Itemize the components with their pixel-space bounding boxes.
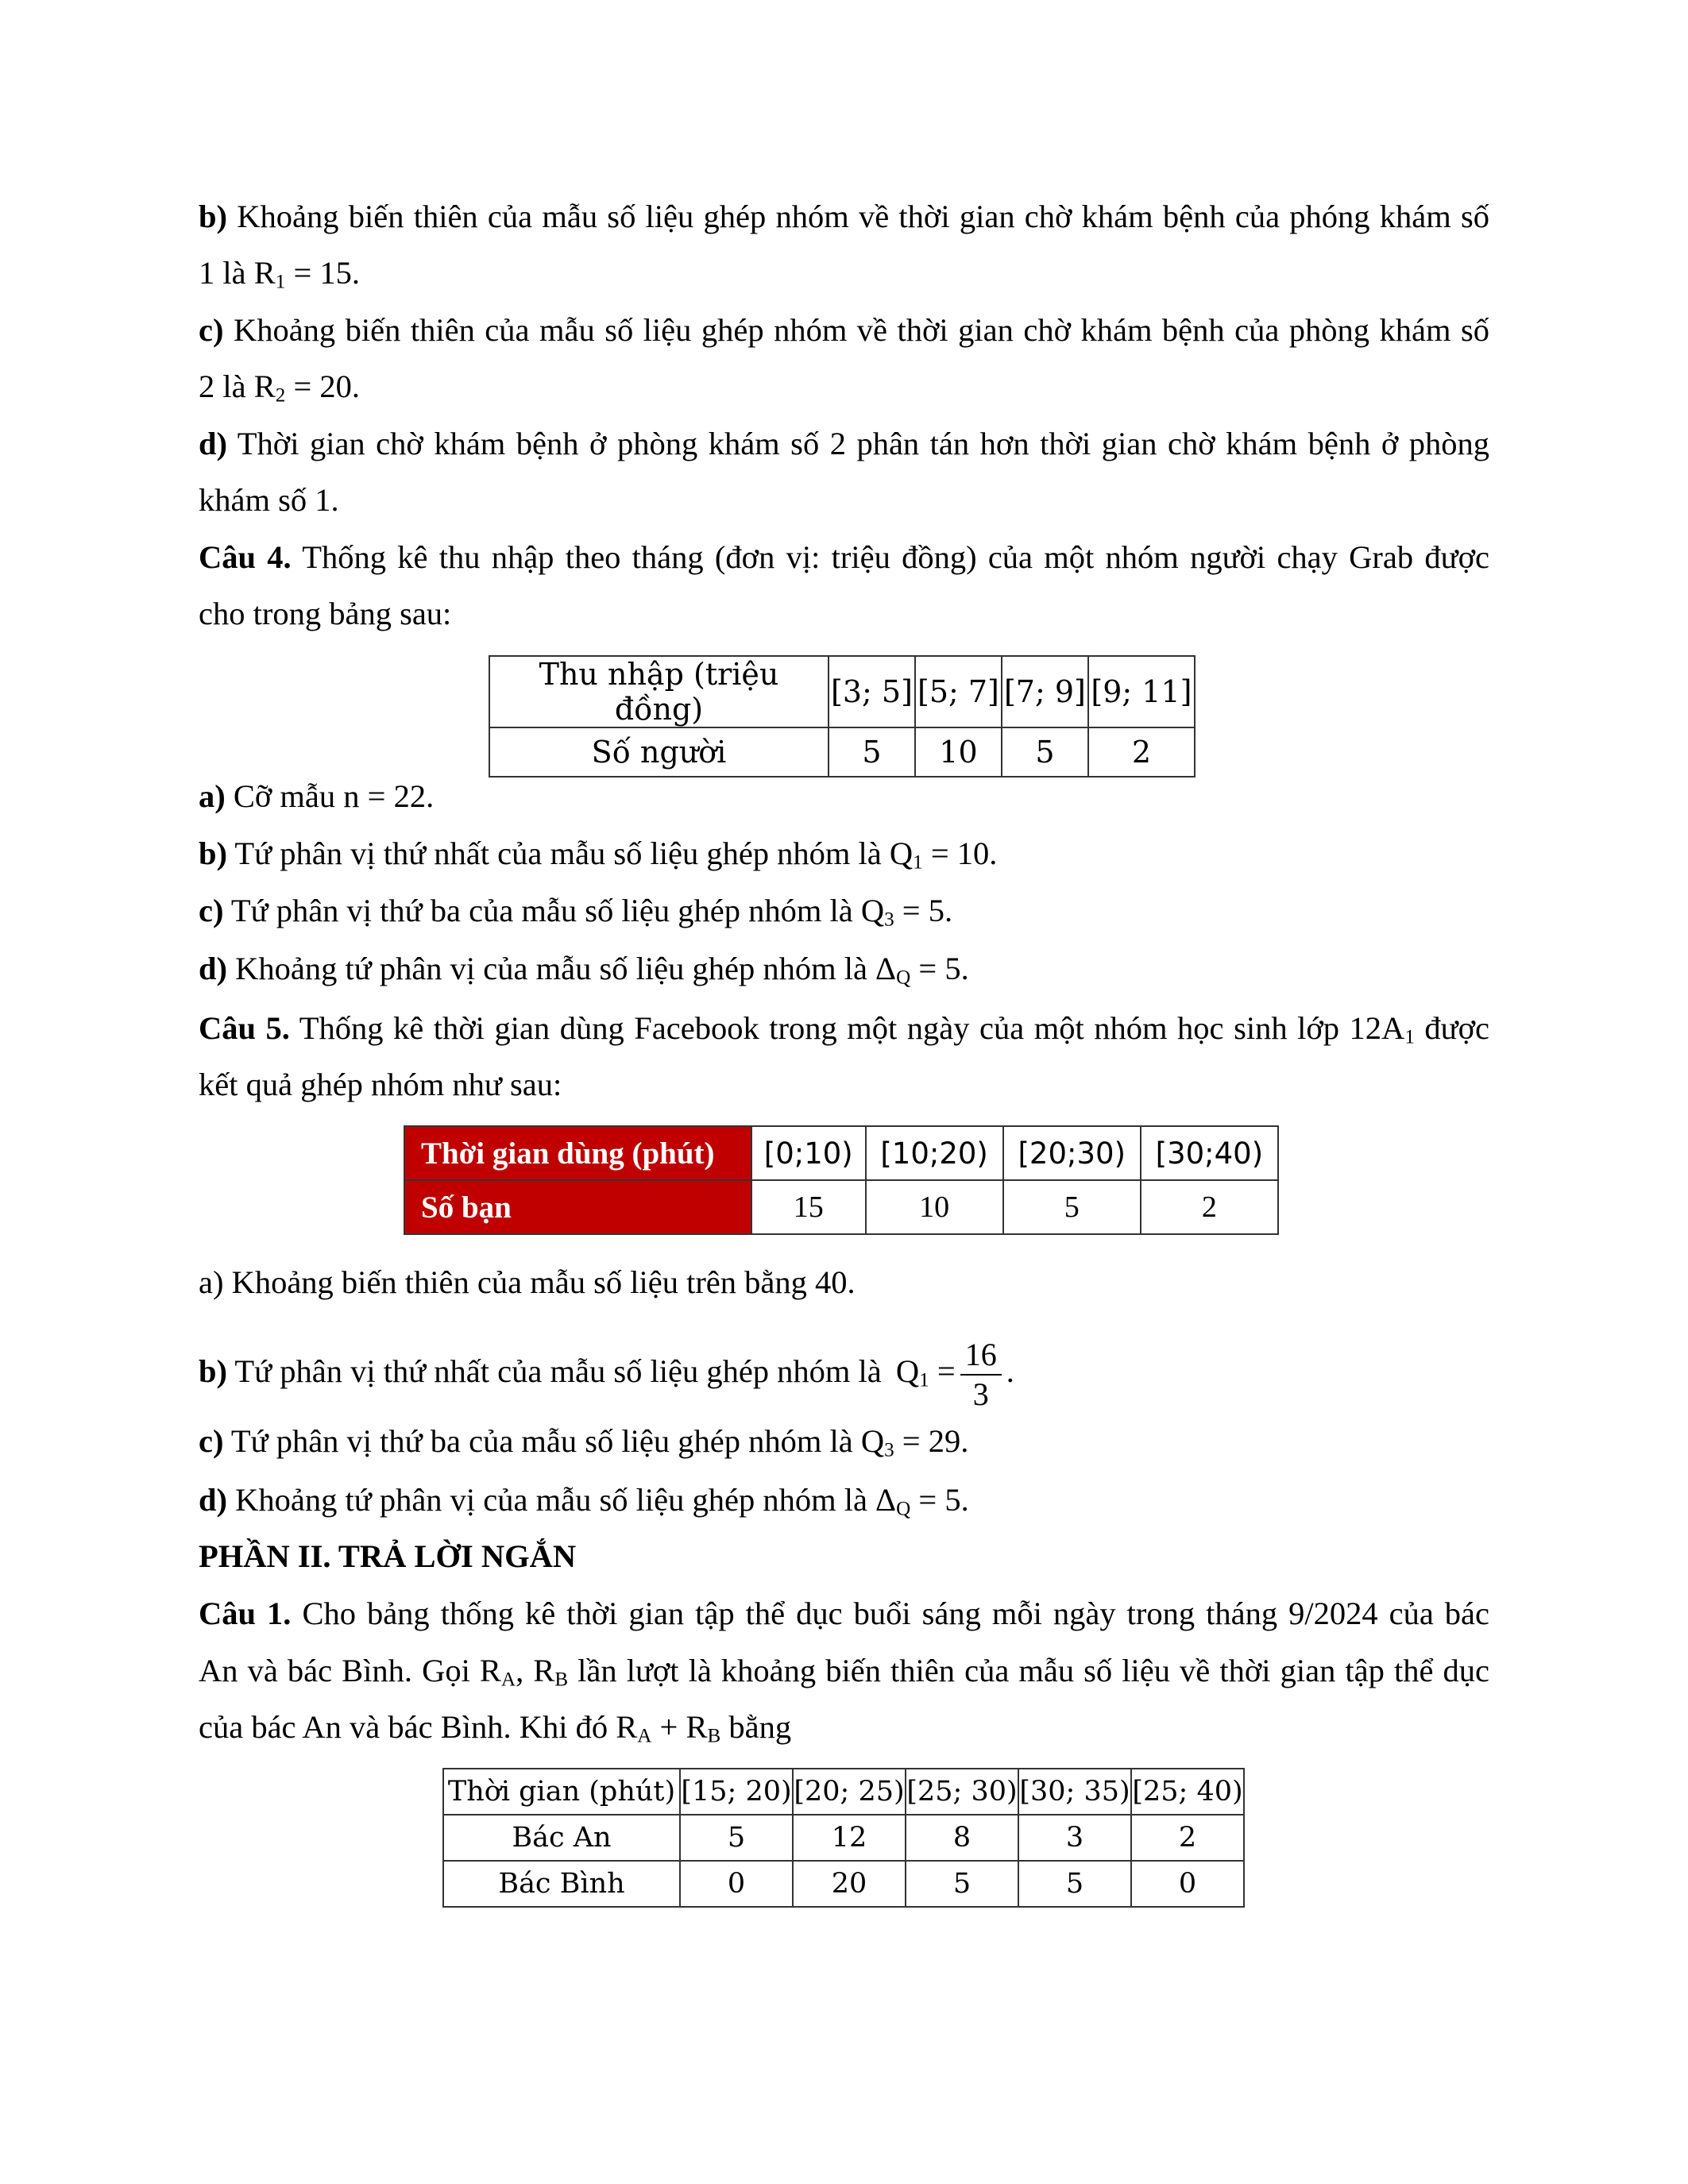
q4-intro-line1 xyxy=(199,538,1489,577)
option-text: Tứ phân vị thứ ba của mẫu số liệu ghép nhóm là Q xyxy=(230,893,885,928)
table-cell: 10 xyxy=(866,1180,1003,1234)
table-cell: 0 xyxy=(1131,1861,1244,1907)
text: + R xyxy=(651,1709,708,1745)
subscript: B xyxy=(554,1669,569,1691)
q3-option-b-line1 xyxy=(199,197,1489,237)
table-row xyxy=(443,1861,1244,1907)
text: của bác An và bác Bình. Khi đó R xyxy=(199,1709,638,1745)
math-q1 xyxy=(896,1353,929,1389)
text: = 5. xyxy=(894,893,953,928)
table-header-row xyxy=(489,656,1195,727)
section-heading: PHẦN II. TRẢ LỜI NGẮN xyxy=(199,1538,577,1574)
text: được xyxy=(1414,1010,1489,1046)
option-text: Cỡ mẫu n = 22. xyxy=(233,778,435,814)
option-text: Thời gian chờ khám bệnh ở phòng khám số 2 phân tán hơn thời gian chờ khám bệnh ở phòng xyxy=(237,426,1489,461)
subscript: 1 xyxy=(913,851,923,874)
table-header-cell: [20; 25) xyxy=(793,1769,906,1815)
table-header-cell: [15; 20) xyxy=(680,1769,793,1815)
table-cell: 5 xyxy=(1018,1861,1131,1907)
part2-exercise-table xyxy=(442,1768,1245,1908)
part2-q1-line1 xyxy=(199,1594,1489,1634)
question-text: Cho bảng thống kê thời gian tập thể dục buổi sáng mỗi ngày trong tháng 9/2024 của bác xyxy=(302,1596,1490,1631)
question-text: cho trong bảng sau: xyxy=(199,596,452,631)
table-cell: 8 xyxy=(906,1815,1018,1861)
table-cell: 20 xyxy=(793,1861,906,1907)
q3-option-b-line2 xyxy=(199,253,360,293)
subscript: 3 xyxy=(884,909,894,931)
subscript: 1 xyxy=(275,271,286,293)
text: . xyxy=(1006,1353,1014,1389)
table-cell: 5 xyxy=(680,1815,793,1861)
table-header-cell: [3; 5] xyxy=(829,656,915,727)
option-text: Tứ phân vị thứ nhất của mẫu số liệu ghép nhóm là Q xyxy=(234,835,914,871)
text: , R xyxy=(516,1653,555,1688)
text: = 29. xyxy=(894,1423,969,1459)
part2-heading xyxy=(199,1537,576,1576)
table-cell: 5 xyxy=(906,1861,1018,1907)
table-header-cell: [9; 11] xyxy=(1088,656,1195,727)
q5-option-b xyxy=(199,1328,1014,1415)
option-label: b) xyxy=(199,835,228,871)
table-cell: 3 xyxy=(1018,1815,1131,1861)
q5-option-c xyxy=(199,1422,968,1461)
table-cell: 15 xyxy=(751,1180,866,1234)
text: khám số 1. xyxy=(199,482,339,518)
subscript: A xyxy=(500,1669,516,1691)
q5-facebook-table xyxy=(404,1125,1279,1235)
q5-option-a xyxy=(199,1263,856,1302)
fraction-numerator: 16 xyxy=(960,1336,1002,1376)
subscript: 3 xyxy=(884,1439,894,1461)
text: = 5. xyxy=(910,951,969,986)
table-header-cell: [7; 9] xyxy=(1002,656,1088,727)
table-cell: 12 xyxy=(793,1815,906,1861)
subscript: A xyxy=(637,1725,652,1747)
table-cell: 10 xyxy=(915,727,1002,777)
table-cell: 2 xyxy=(1131,1815,1244,1861)
table-cell: 5 xyxy=(1003,1180,1141,1234)
table-cell: 2 xyxy=(1141,1180,1278,1234)
table-row-label: Bác Bình xyxy=(443,1861,680,1907)
text: lần lượt là khoảng biến thiên của mẫu số liệu về thời gian tập thể dục xyxy=(568,1653,1489,1688)
subscript: 1 xyxy=(1404,1026,1415,1048)
q3-option-d-line1 xyxy=(199,424,1489,464)
table-header-cell: [20;30) xyxy=(1003,1126,1141,1180)
subscript: Q xyxy=(896,967,911,989)
table-cell: 2 xyxy=(1088,727,1195,777)
option-label: d) xyxy=(199,1482,228,1518)
option-label: c) xyxy=(199,1423,224,1459)
table-header-label: Thu nhập (triệu đồng) xyxy=(489,656,829,727)
option-text: Khoảng tứ phân vị của mẫu số liệu ghép nhóm là Δ xyxy=(235,1482,897,1518)
option-text: Khoảng biến thiên của mẫu số liệu ghép nhóm về thời gian chờ khám bệnh của phòng khám số xyxy=(233,312,1490,348)
q4-intro-line2 xyxy=(199,594,451,634)
text: = 15. xyxy=(285,255,361,291)
table-row xyxy=(489,727,1195,777)
math-symbol: Q xyxy=(895,1353,920,1389)
question-text: kết quả ghép nhóm như sau: xyxy=(199,1067,562,1102)
table-header-cell: [10;20) xyxy=(866,1126,1003,1180)
equals-sign: = xyxy=(937,1353,956,1389)
table-header-cell: [0;10) xyxy=(751,1126,866,1180)
text: bằng xyxy=(720,1709,792,1745)
q4-income-table xyxy=(489,655,1196,778)
q5-option-d xyxy=(199,1480,969,1520)
fraction xyxy=(960,1336,1002,1414)
part2-q1-line2 xyxy=(199,1651,1489,1691)
table-header-cell: [30;40) xyxy=(1141,1126,1278,1180)
option-text: a) Khoảng biến thiên của mẫu số liệu trên bằng 40. xyxy=(199,1264,856,1300)
question-text: Thống kê thu nhập theo tháng (đơn vị: triệu đồng) của một nhóm người chạy Grab được xyxy=(302,539,1489,575)
question-text: Thống kê thời gian dùng Facebook trong một ngày của một nhóm học sinh lớp 12A xyxy=(299,1010,1405,1046)
table-header-cell: [30; 35) xyxy=(1018,1769,1131,1815)
option-label: c) xyxy=(199,893,224,928)
table-row-label: Số bạn xyxy=(404,1180,751,1234)
table-header-label: Thời gian (phút) xyxy=(443,1769,680,1815)
table-row xyxy=(404,1180,1278,1234)
table-header-cell: [25; 40) xyxy=(1131,1769,1244,1815)
question-title: Câu 4. xyxy=(199,539,292,575)
option-label: c) xyxy=(199,312,224,348)
q3-option-c-line2 xyxy=(199,367,360,407)
subscript: Q xyxy=(896,1498,911,1520)
table-cell: 5 xyxy=(829,727,915,777)
subscript: 2 xyxy=(275,384,286,407)
text: An và bác Bình. Gọi R xyxy=(199,1653,501,1688)
table-header-cell: [25; 30) xyxy=(906,1769,1018,1815)
q4-option-d xyxy=(199,949,969,989)
q4-option-a xyxy=(199,777,434,816)
option-text: Khoảng biến thiên của mẫu số liệu ghép nhóm về thời gian chờ khám bệnh của phóng khám số xyxy=(237,199,1490,234)
table-row-label: Số người xyxy=(489,727,829,777)
table-cell: 0 xyxy=(680,1861,793,1907)
question-title: Câu 5. xyxy=(199,1010,290,1046)
table-row-label: Bác An xyxy=(443,1815,680,1861)
text: 1 là R xyxy=(199,255,276,291)
q4-option-b xyxy=(199,834,997,874)
table-header-label: Thời gian dùng (phút) xyxy=(404,1126,751,1180)
option-label: b) xyxy=(199,199,228,234)
option-label: d) xyxy=(199,951,228,986)
q3-option-c-line1 xyxy=(199,311,1489,350)
q3-option-d-line2 xyxy=(199,480,339,520)
question-title: Câu 1. xyxy=(199,1596,292,1631)
table-row xyxy=(443,1815,1244,1861)
table-header-row xyxy=(443,1769,1244,1815)
option-label: d) xyxy=(199,426,228,461)
option-text: Tứ phân vị thứ nhất của mẫu số liệu ghép nhóm là xyxy=(234,1353,882,1389)
text: = 5. xyxy=(910,1482,969,1518)
table-cell: 5 xyxy=(1002,727,1088,777)
table-header-cell: [5; 7] xyxy=(915,656,1002,727)
option-label: b) xyxy=(199,1353,228,1389)
option-text: Tứ phân vị thứ ba của mẫu số liệu ghép nhóm là Q xyxy=(230,1423,885,1459)
table-header-row xyxy=(404,1126,1278,1180)
text: 2 là R xyxy=(199,369,276,404)
text: = 20. xyxy=(285,369,361,404)
text: = 10. xyxy=(922,835,998,871)
part2-q1-line3 xyxy=(199,1707,791,1747)
subscript: B xyxy=(707,1725,721,1747)
fraction-denominator: 3 xyxy=(972,1376,989,1412)
q5-intro-line2 xyxy=(199,1065,562,1105)
q5-intro-line1 xyxy=(199,1009,1489,1048)
q4-option-c xyxy=(199,891,952,931)
option-label: a) xyxy=(199,778,226,814)
subscript: 1 xyxy=(919,1369,929,1391)
option-text: Khoảng tứ phân vị của mẫu số liệu ghép nhóm là Δ xyxy=(235,951,897,986)
